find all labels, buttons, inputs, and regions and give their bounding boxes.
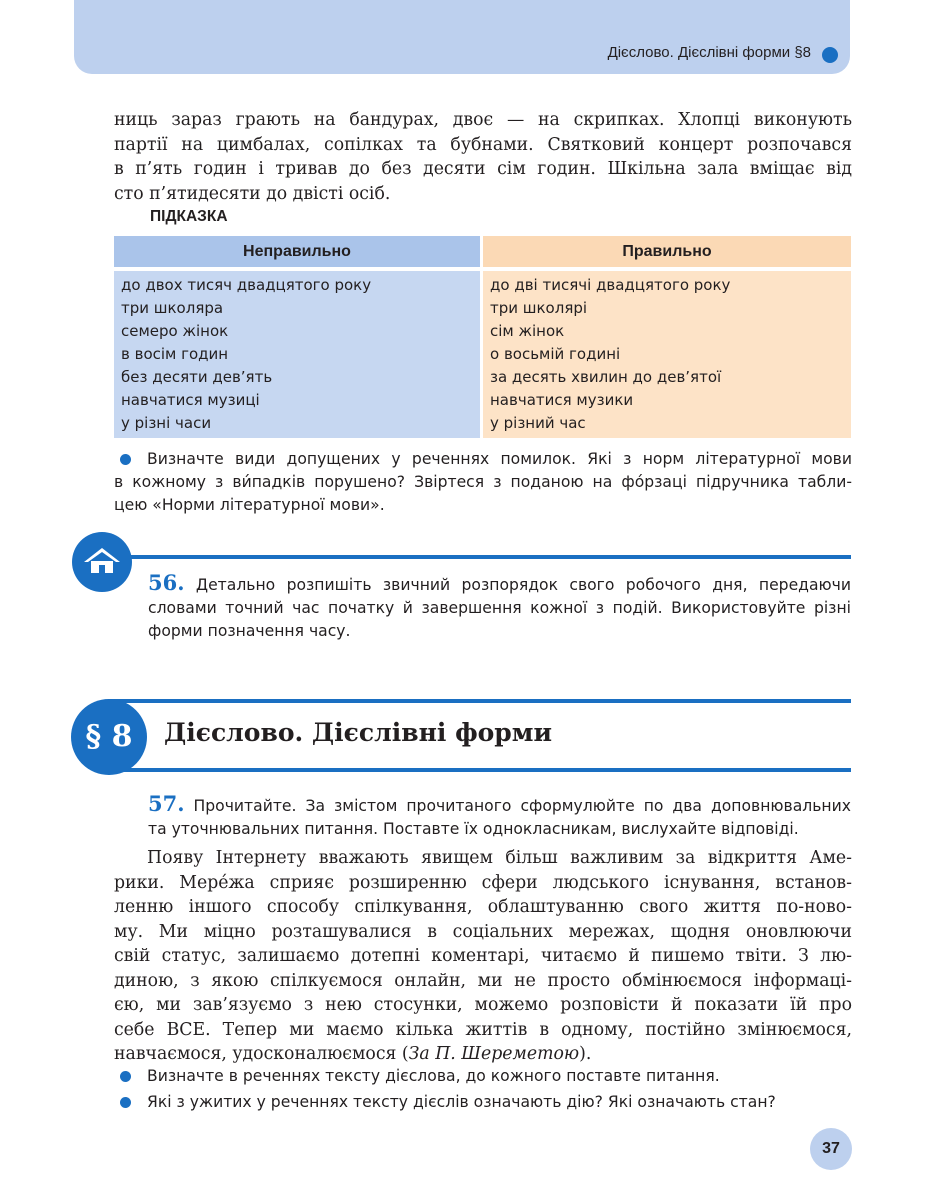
home-icon bbox=[72, 532, 132, 592]
text-line bbox=[114, 1042, 852, 1067]
bullet-dot-icon bbox=[120, 1097, 131, 1108]
task-text: Прочитайте. За змістом прочитаного сформулюйте по два доповнювальних bbox=[193, 797, 851, 815]
header-band bbox=[74, 0, 850, 74]
text-line: партії на цимбалах, сопілках та бубнами. Святковий концерт розпочався bbox=[114, 134, 852, 155]
section-rule-bottom bbox=[110, 768, 851, 772]
task-number: 57. bbox=[148, 791, 185, 816]
wrong-item: навчатися музиці bbox=[121, 391, 260, 409]
wrong-item: у різні часи bbox=[121, 414, 212, 432]
text-line: сто п’ятидесяти до двісті осіб. bbox=[114, 183, 391, 204]
text-line: Появу Інтернету вважають явищем більш важливим за відкриття Аме- bbox=[147, 848, 852, 868]
right-item: навчатися музики bbox=[490, 391, 634, 409]
task-number: 56. bbox=[148, 570, 185, 595]
bullet-dot-icon bbox=[120, 1071, 131, 1082]
intro-paragraph bbox=[114, 108, 852, 206]
wrong-item: до двох тисяч двадцятого року bbox=[121, 276, 372, 294]
right-item: до дві тисячі двадцятого року bbox=[490, 276, 731, 294]
task-57 bbox=[148, 792, 851, 841]
text-line: му. Ми міцно розташувалися в соціальних мережах, щодня оновлюючи bbox=[114, 921, 852, 942]
section-badge: § 8 bbox=[71, 699, 147, 775]
running-head: Дієслово. Дієслівні форми §8 bbox=[607, 44, 811, 61]
column-header-right: Правильно bbox=[483, 236, 851, 267]
wrong-item: без десяти дев’ять bbox=[121, 368, 273, 386]
right-column bbox=[483, 271, 851, 438]
section-rule-top bbox=[110, 699, 851, 703]
section-title: Дієслово. Дієслівні форми bbox=[164, 718, 553, 747]
text-fragment: навчаємося, удосконалюємося ( bbox=[114, 1044, 409, 1064]
question-2: Які з ужитих у реченнях тексту дієслів означають дію? Які означають стан? bbox=[147, 1093, 776, 1111]
text-line: свій статус, залишаємо дотепні коментарі, читаємо й пишемо твіти. З лю- bbox=[114, 946, 852, 966]
wrong-item: в восім годин bbox=[121, 345, 229, 363]
text-line: в п’ять годин і тривав до без десяти сім годин. Шкільна зала вміщає від bbox=[114, 159, 852, 179]
wrong-column bbox=[114, 271, 480, 438]
text-line: ниць зараз грають на бандурах, двоє — на скрипках. Хлопці виконують bbox=[114, 110, 852, 130]
right-item: три школярі bbox=[490, 299, 588, 317]
hint-table bbox=[114, 236, 851, 438]
text-fragment: ). bbox=[579, 1044, 592, 1064]
text-line: єю, ми зав’язуємо з нею стосунки, можемо розповісти й показати їй про bbox=[114, 995, 852, 1015]
text-line: форми позначення часу. bbox=[148, 622, 351, 640]
hint-label: ПІДКАЗКА bbox=[150, 208, 228, 225]
task-56 bbox=[148, 571, 851, 643]
text-line: Визначте види допущених у реченнях помилок. Які з норм літературної мови bbox=[147, 450, 852, 468]
text-line: себе ВСЕ. Тепер ми маємо кілька життів в одному, постійно змінюємося, bbox=[114, 1019, 852, 1040]
wrong-item: семеро жінок bbox=[121, 322, 229, 340]
text-source: За П. Шереметою bbox=[408, 1044, 580, 1064]
text-line: цею «Норми літературної мови». bbox=[114, 496, 385, 514]
right-item: сім жінок bbox=[490, 322, 565, 340]
column-header-wrong: Неправильно bbox=[114, 236, 480, 267]
text-line bbox=[148, 571, 851, 597]
page-number: 37 bbox=[810, 1128, 852, 1170]
wrong-item: три школяра bbox=[121, 299, 224, 317]
text-line bbox=[148, 792, 851, 818]
text-line: в кожному з ви́падків порушено? Звіртеся з поданою на фо́рзаці підручника табли- bbox=[114, 473, 852, 491]
right-item: у різний час bbox=[490, 414, 586, 432]
main-text bbox=[114, 846, 852, 1067]
right-item: за десять хвилин до дев’ятої bbox=[490, 368, 722, 386]
question-1: Визначте в реченнях тексту дієслова, до кожного поставте питання. bbox=[147, 1067, 720, 1085]
home-task-divider bbox=[100, 555, 851, 559]
text-line: та уточнювальних питання. Поставте їх однокласникам, вислухайте відповіді. bbox=[148, 820, 799, 838]
text-line: диною, з якою спілкуємося онлайн, ми не просто обмінюємося інформаці- bbox=[114, 970, 852, 991]
right-item: о восьмій годині bbox=[490, 345, 621, 363]
text-line: ленню іншого способу спілкування, облаштуванню свого життя по-ново- bbox=[114, 897, 852, 917]
text-line: рики. Мере́жа сприяє розширенню сфери людського існування, встанов- bbox=[114, 872, 852, 893]
text-line: словами точний час початку й завершення кожної з подій. Використовуйте різні bbox=[148, 599, 851, 617]
task-note bbox=[114, 448, 852, 517]
header-dot-icon bbox=[822, 47, 838, 63]
task-text: Детально розпишіть звичний розпорядок свого робочого дня, передаючи bbox=[195, 576, 851, 594]
